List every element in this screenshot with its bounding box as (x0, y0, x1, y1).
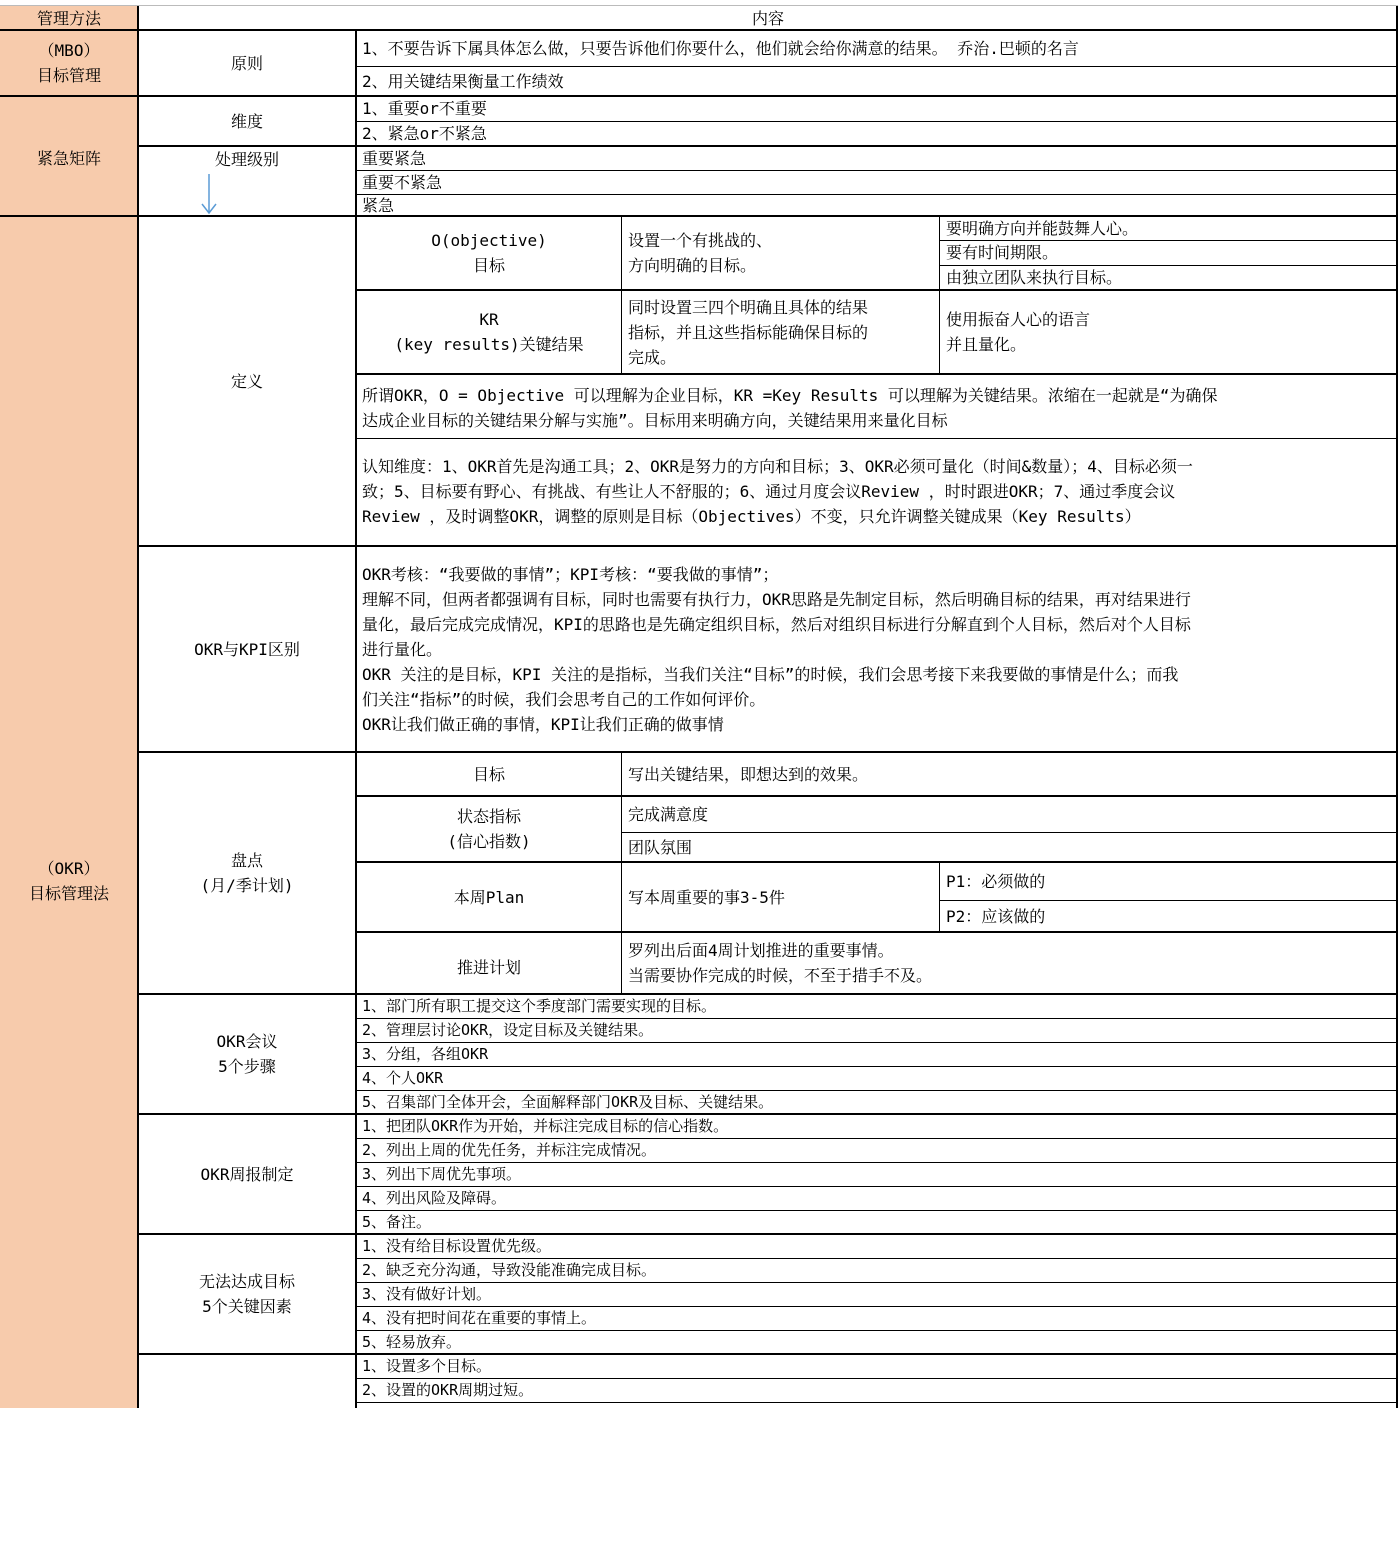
okr-kpi-label: OKR与KPI区别 (194, 639, 300, 659)
okr-weekly-label: OKR周报制定 (200, 1164, 294, 1184)
okr-extra-step-1: 1、设置多个目标。 (362, 1357, 492, 1375)
urgent-dim-label: 维度 (230, 111, 263, 131)
okr-weekly-step-4: 4、列出风险及障碍。 (362, 1189, 507, 1207)
okr-definition-label: 定义 (230, 371, 263, 391)
okr-failure-step-4: 4、没有把时间花在重要的事情上。 (362, 1309, 597, 1327)
urgent-level-1: 重要紧急 (362, 148, 427, 168)
okr-o-point-3: 由独立团队来执行目标。 (946, 268, 1123, 287)
mbo-name: （MBO） 目标管理 (36, 41, 101, 85)
okr-review-plan-desc: 写本周重要的事3-5件 (628, 887, 785, 907)
okr-o-label: O(objective) 目标 (431, 231, 547, 275)
okr-o-point-2: 要有时间期限。 (946, 243, 1059, 262)
okr-kpi-text: OKR考核：“我要做的事情”；KPI考核：“要我做的事情”； 理解不同，但两者都强调有目标，同时也需要有执行力，OKR思路是先制定目标，然后明确目标的结果，再对结果进行 量化，最后完成完成情况，KPI的思路也是先确定组织目标，然后对组织目标进行分解直到个人目标，然后对个人目标 进行量化。 OKR 关注的是目标，KPI 关注的是指标，当我们关注“目标”的时候，我们会思考接下来我要做的事情是什么；而我 们关注“指标”的时候，我们会思考自己的工作如何评价。 OKR让我们做正确的事情，KPI让我们正确的做事情 (362, 565, 1191, 734)
okr-failure-step-5: 5、轻易放弃。 (362, 1333, 462, 1351)
okr-meeting-step-3: 3、分组，各组OKR (362, 1045, 489, 1063)
okr-meeting-label: OKR会议 5个步骤 (216, 1032, 278, 1076)
okr-failure-label: 无法达成目标 5个关键因素 (198, 1272, 295, 1316)
okr-o-point-1: 要明确方向并能鼓舞人心。 (946, 218, 1139, 238)
okr-review-advance-text: 罗列出后面4周计划推进的重要事情。 当需要协作完成的时候，不至于措手不及。 (628, 941, 933, 985)
okr-review-plan-label: 本周Plan (453, 887, 525, 907)
okr-review-advance-label: 推进计划 (456, 957, 521, 977)
urgent-dim-1: 1、重要or不重要 (362, 99, 487, 118)
okr-o-desc: 设置一个有挑战的、 方向明确的目标。 (628, 231, 773, 275)
urgent-name: 紧急矩阵 (36, 149, 101, 168)
arrow-down-icon (200, 172, 218, 216)
okr-name: （OKR） 目标管理法 (28, 859, 109, 903)
mbo-row-2: 2、用关键结果衡量工作绩效 (362, 71, 564, 91)
okr-meeting-step-4: 4、个人OKR (362, 1069, 444, 1087)
urgent-dim-2: 2、紧急or不紧急 (362, 124, 487, 143)
okr-failure-step-3: 3、没有做好计划。 (362, 1285, 492, 1303)
okr-kr-desc: 同时设置三四个明确且具体的结果 指标，并且这些指标能确保目标的 完成。 (628, 297, 869, 367)
okr-review-label: 盘点 (月/季计划) (200, 851, 294, 895)
okr-review-status-2: 团队氛围 (628, 837, 693, 857)
okr-review-status-1: 完成满意度 (628, 804, 709, 824)
mbo-principle-label: 原则 (230, 53, 263, 73)
okr-meeting-step-1: 1、部门所有职工提交这个季度部门需要实现的目标。 (362, 997, 717, 1015)
okr-meeting-step-2: 2、管理层讨论OKR，设定目标及关键结果。 (362, 1021, 654, 1039)
okr-review-priority-2: P2：应该做的 (946, 906, 1046, 926)
okr-review-goal-label: 目标 (472, 764, 505, 784)
header-content-cell (138, 6, 1398, 30)
urgent-level-2: 重要不紧急 (362, 172, 443, 192)
header-method-cell (0, 6, 138, 30)
okr-review-priority-1: P1：必须做的 (946, 871, 1046, 891)
okr-summary: 所谓OKR，O = Objective 可以理解为企业目标，KR =Key Results 可以理解为关键结果。浓缩在一起就是“为确保 达成企业目标的关键结果分解与实施”。目标用来明确方向，关键结果用来量化目标 (362, 386, 1218, 430)
mbo-row-1: 1、不要告诉下属具体怎么做，只要告诉他们你要什么，他们就会给你满意的结果。 乔治.巴顿的名言 (362, 38, 1079, 58)
okr-cognition: 认知维度：1、OKR首先是沟通工具；2、OKR是努力的方向和目标；3、OKR必须可量化（时间&数量）；4、目标必须一 致；5、目标要有野心、有挑战、有些让人不舒服的；6、通过月度会议Review ，时时跟进OKR；7、通过季度会议 Review ，及时调整OKR，调整的原则是目标（Objectives）不变，只允许调整关键成果（Key Results） (362, 457, 1193, 526)
okr-weekly-step-5: 5、备注。 (362, 1213, 432, 1231)
okr-weekly-step-1: 1、把团队OKR作为开始，并标注完成目标的信心指数。 (362, 1117, 729, 1135)
header-content: 内容 (751, 8, 784, 28)
okr-weekly-step-2: 2、列出上周的优先任务，并标注完成情况。 (362, 1141, 657, 1159)
okr-review-goal-desc: 写出关键结果，即想达到的效果。 (628, 764, 869, 784)
okr-meeting-step-5: 5、召集部门全体开会，全面解释部门OKR及目标、关键结果。 (362, 1093, 774, 1111)
okr-kr-note: 使用振奋人心的语言 并且量化。 (946, 310, 1091, 354)
okr-weekly-step-3: 3、列出下周优先事项。 (362, 1165, 522, 1183)
urgent-level-3: 紧急 (362, 195, 395, 215)
header-method: 管理方法 (36, 8, 101, 28)
okr-failure-step-1: 1、没有给目标设置优先级。 (362, 1237, 552, 1255)
okr-review-status-label: 状态指标 (信心指数) (447, 807, 531, 851)
okr-extra-step-2: 2、设置的OKR周期过短。 (362, 1381, 534, 1399)
okr-failure-step-2: 2、缺乏充分沟通，导致没能准确完成目标。 (362, 1261, 657, 1279)
urgent-level-label: 处理级别 (214, 150, 279, 169)
okr-kr-label: KR (key results)关键结果 (394, 310, 584, 354)
